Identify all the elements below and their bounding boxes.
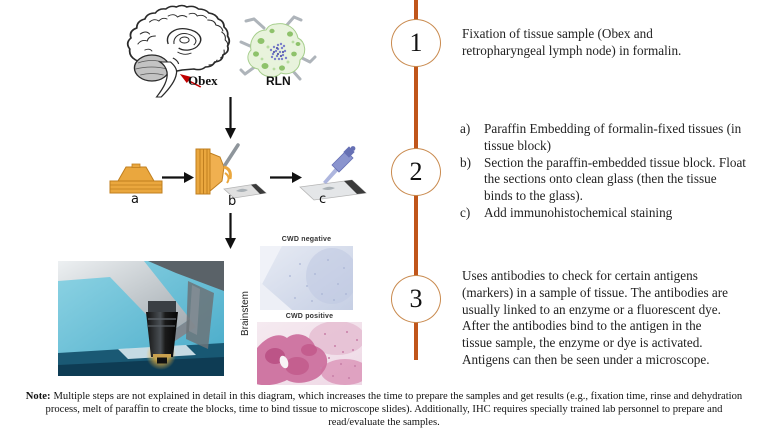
list-item-text: Paraffin Embedding of formalin-fixed tissues (in tissue block) <box>484 121 742 153</box>
step-2-item-c <box>460 205 750 222</box>
block-a-label: a <box>131 192 139 207</box>
block-c-label: c <box>319 192 327 207</box>
cwd-negative-label: CWD negative <box>281 236 332 243</box>
down-arrow-icon <box>224 97 237 139</box>
list-marker: c) <box>460 204 471 220</box>
down-arrow-icon <box>224 213 237 249</box>
footnote <box>25 390 743 430</box>
right-arrow-icon <box>162 171 194 184</box>
step-circle-1 <box>391 19 441 67</box>
step-number: 2 <box>409 157 423 186</box>
sectioning-illustration <box>194 143 268 201</box>
step-number: 3 <box>409 284 423 313</box>
brain-illustration <box>110 4 238 100</box>
list-marker: b) <box>460 154 471 170</box>
microscope-photo <box>58 261 224 376</box>
step-1-description: Fixation of tissue sample (Obex and retropharyngeal lymph node) in formalin. <box>462 26 682 58</box>
step-2-item-a <box>460 121 750 155</box>
footnote-label: Note: <box>25 391 51 402</box>
negative-micrograph <box>260 246 353 310</box>
step-3-description: Uses antibodies to check for certain antigens (markers) in a sample of tissue. The antibodies are usually linked to an enzyme or a fluorescent dye. After the antibodies bind to the antigen in the tissue sample, the enzyme or dye is activated. Antigens can then be seen under a microscope. <box>462 268 728 367</box>
list-item-text: Add immunohistochemical staining <box>484 204 673 220</box>
cwd-positive-label: CWD positive <box>285 313 334 320</box>
brainstem-axis-label: Brainstem <box>240 290 251 336</box>
list-item-text: Section the paraffin-embedded tissue block. Float the sections onto clean glass (then the tissue binds to the glass). <box>484 154 746 204</box>
step-circle-2 <box>391 148 441 196</box>
obex-label: Obex <box>188 73 218 88</box>
block-b-label: b <box>228 194 237 209</box>
pipette-icon <box>323 146 355 184</box>
footnote-text: Multiple steps are not explained in detail in this diagram, which increases the time to prepare the samples and get results (e.g., fixation time, rinse and dehydration process, melt of paraffin to create the blocks, time to bind tissue to microscope slides). Additionally, IHC requires specially trained lab personnel to prepare and read/evaluate the samples. <box>45 391 743 429</box>
pipette-slide-illustration <box>296 145 386 201</box>
step-2-description <box>460 121 750 222</box>
paraffin-block-illustration <box>108 158 164 196</box>
rln-label: RLN <box>266 74 291 88</box>
step-number: 1 <box>409 28 423 57</box>
positive-micrograph <box>257 322 362 385</box>
step-2-item-b <box>460 155 750 205</box>
list-marker: a) <box>460 121 471 136</box>
step-circle-3 <box>391 275 441 323</box>
